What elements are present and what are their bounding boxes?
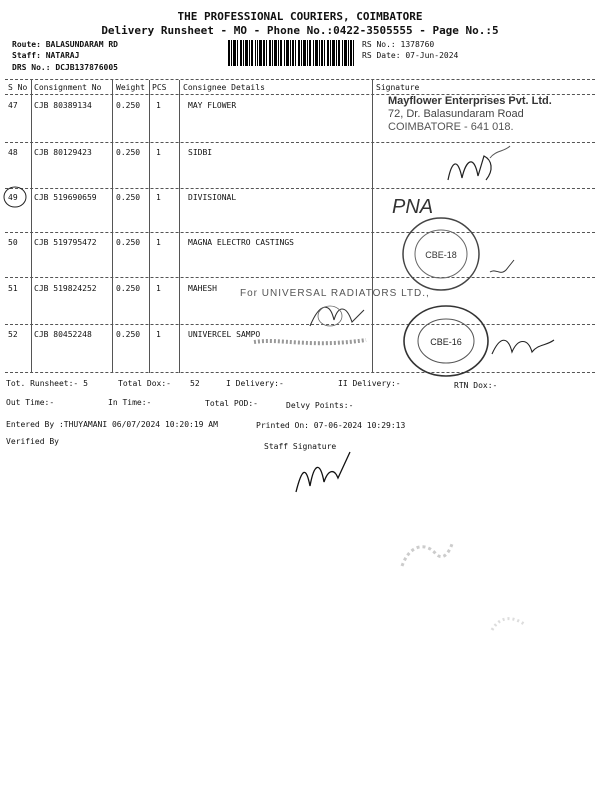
i-delivery: I Delivery:- <box>226 379 284 388</box>
smudge-mark <box>250 334 370 354</box>
in-time: In Time:- <box>108 398 152 407</box>
row-pcs: 1 <box>156 238 161 247</box>
table-top-rule <box>5 79 595 80</box>
col-consignment: Consignment No <box>34 83 102 92</box>
stamp-line: COIMBATORE - 641 018. <box>388 121 514 133</box>
rs-number: RS No.: 1378760 <box>362 40 435 49</box>
row-pcs: 1 <box>156 148 161 157</box>
stamp-line: Mayflower Enterprises Pvt. Ltd. <box>388 95 552 107</box>
pna-handwriting: PNA <box>392 196 434 218</box>
total-dox-label: Total Dox:- <box>118 379 171 388</box>
signature-scribble <box>488 324 558 364</box>
row-pcs: 1 <box>156 330 161 339</box>
total-dox-value: 52 <box>190 379 200 388</box>
verified-by: Verified By <box>6 437 59 446</box>
barcode <box>228 40 354 66</box>
printed-on: Printed On: 07-06-2024 10:29:13 <box>256 421 406 430</box>
col-sno: S No <box>8 83 28 92</box>
rtn-dox: RTN Dox:- <box>454 381 498 390</box>
universal-radiators-stamp: For UNIVERSAL RADIATORS LTD., <box>240 288 430 299</box>
row-weight: 0.250 <box>116 284 141 293</box>
round-stamp <box>398 302 494 380</box>
row-consignment: CJB 519795472 <box>34 238 97 247</box>
row-sno: 47 <box>8 101 18 110</box>
col-separator <box>31 80 32 373</box>
col-signature: Signature <box>376 83 420 92</box>
ii-delivery: II Delivery:- <box>338 379 401 388</box>
col-weight: Weight <box>116 83 145 92</box>
out-time: Out Time:- <box>6 398 55 407</box>
route-label: Route: BALASUNDARAM RD <box>12 40 118 49</box>
row-sno: 49 <box>8 193 18 202</box>
circle-mark <box>2 184 28 210</box>
row-consignee: DIVISIONAL <box>188 193 237 202</box>
row-weight: 0.250 <box>116 330 141 339</box>
row-sno: 51 <box>8 284 18 293</box>
row-pcs: 1 <box>156 101 161 110</box>
row-consignee: UNIVERCEL SAMPO <box>188 330 261 339</box>
svg-text:CBE-18: CBE-18 <box>425 250 457 260</box>
svg-text:CBE-16: CBE-16 <box>430 337 462 347</box>
row-weight: 0.250 <box>116 101 141 110</box>
round-stamp <box>398 214 484 294</box>
mayflower-stamp <box>388 95 552 145</box>
col-separator <box>179 80 180 373</box>
col-separator <box>149 80 150 373</box>
runsheet-subtitle: Delivery Runsheet - MO - Phone No.:0422-3505555 - Page No.:5 <box>101 24 499 37</box>
row-rule <box>5 232 595 233</box>
delvy-points: Delvy Points:- <box>286 401 354 410</box>
staff-signature-label: Staff Signature <box>264 442 337 451</box>
row-consignment: CJB 519690659 <box>34 193 97 202</box>
col-separator <box>112 80 113 373</box>
row-weight: 0.250 <box>116 148 141 157</box>
table-bottom-rule <box>5 372 595 373</box>
col-consignee: Consignee Details <box>183 83 265 92</box>
row-consignee: MAHESH <box>188 284 217 293</box>
row-consignment: CJB 80389134 <box>34 101 92 110</box>
faint-stamp <box>396 536 456 580</box>
row-sno: 50 <box>8 238 18 247</box>
staff-signature <box>290 448 360 498</box>
stamp-line: 72, Dr. Balasundaram Road <box>388 108 524 120</box>
row-consignment: CJB 80129423 <box>34 148 92 157</box>
row-consignee: SIDBI <box>188 148 213 157</box>
staff-label: Staff: NATARAJ <box>12 51 80 60</box>
signature-scribble <box>300 296 380 336</box>
row-pcs: 1 <box>156 284 161 293</box>
signature-scribble <box>440 140 520 190</box>
row-consignment: CJB 80452248 <box>34 330 92 339</box>
row-weight: 0.250 <box>116 193 141 202</box>
row-pcs: 1 <box>156 193 161 202</box>
col-pcs: PCS <box>152 83 167 92</box>
faint-stamp <box>488 610 528 640</box>
company-title: THE PROFESSIONAL COURIERS, COIMBATORE <box>177 10 423 23</box>
row-sno: 48 <box>8 148 18 157</box>
row-consignee: MAY FLOWER <box>188 101 237 110</box>
total-pod: Total POD:- <box>205 399 258 408</box>
row-consignee: MAGNA ELECTRO CASTINGS <box>188 238 294 247</box>
row-weight: 0.250 <box>116 238 141 247</box>
rs-date: RS Date: 07-Jun-2024 <box>362 51 459 60</box>
tick-mark <box>488 258 518 278</box>
row-consignment: CJB 519824252 <box>34 284 97 293</box>
drs-number: DRS No.: DCJB137876005 <box>12 63 118 72</box>
row-sno: 52 <box>8 330 18 339</box>
tot-runsheet: Tot. Runsheet:- 5 <box>6 379 88 388</box>
entered-by: Entered By :THUYAMANI 06/07/2024 10:20:19 AM <box>6 420 218 429</box>
